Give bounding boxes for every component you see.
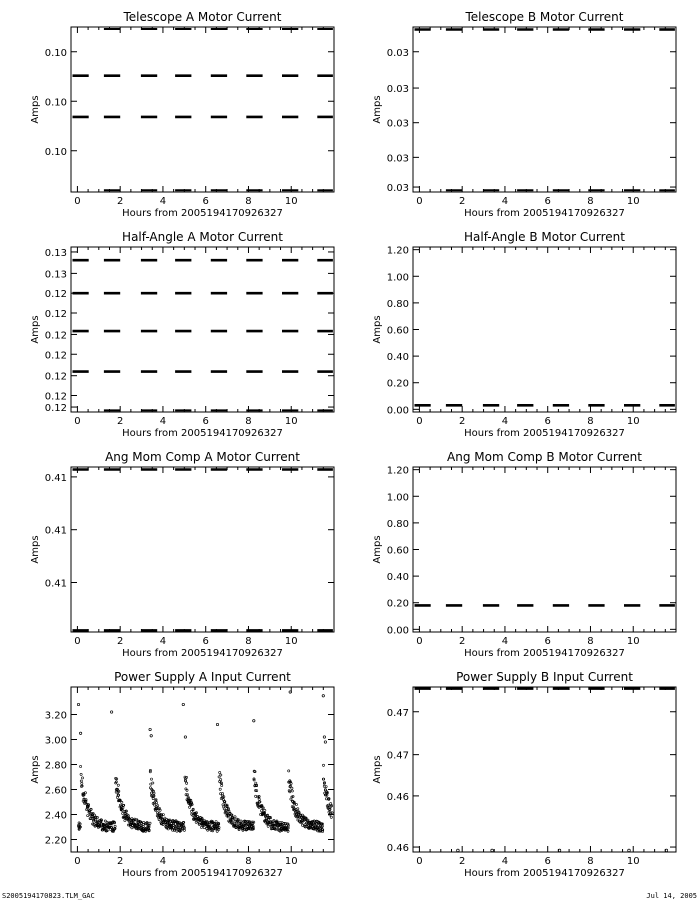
data-point	[219, 771, 221, 773]
y-tick-label: 0.20	[386, 378, 409, 390]
data-point	[96, 816, 98, 818]
data-point	[80, 780, 82, 782]
y-tick-label: 3.00	[44, 735, 67, 747]
y-tick-label: 1.20	[386, 465, 409, 477]
data-point	[189, 806, 191, 808]
x-tick-label: 8	[587, 416, 594, 427]
footer-filename: S2005194170823.TLM_GAC	[2, 892, 95, 900]
x-tick-label: 2	[458, 416, 466, 427]
x-tick-label: 8	[587, 856, 594, 867]
plot-frame	[71, 247, 334, 412]
data-point	[124, 819, 126, 821]
x-axis-label: Hours from 2005194170926327	[464, 428, 625, 439]
data-point	[234, 816, 236, 818]
y-tick-label: 3.20	[44, 710, 67, 722]
y-axis-label: Amps	[372, 315, 383, 344]
chart-title: Power Supply A Input Current	[114, 670, 291, 684]
data-point	[131, 827, 133, 829]
y-tick-label: 0.41	[44, 525, 67, 537]
x-tick-label: 0	[416, 196, 423, 207]
x-axis-label: Hours from 2005194170926327	[464, 208, 625, 219]
x-tick-label: 8	[587, 196, 594, 207]
data-point	[218, 776, 220, 778]
y-tick-label: 1.00	[386, 492, 409, 504]
x-tick-label: 10	[284, 196, 298, 207]
x-tick-label: 10	[284, 416, 298, 427]
x-axis-label: Hours from 2005194170926327	[464, 868, 625, 879]
x-axis-label: Hours from 2005194170926327	[122, 428, 283, 439]
x-tick-label: 4	[501, 856, 509, 867]
y-tick-label: 0.12	[44, 350, 67, 362]
x-tick-label: 4	[501, 416, 509, 427]
chart-panel-5	[30, 450, 334, 659]
y-tick-label: 1.20	[386, 245, 409, 257]
x-tick-label: 4	[159, 196, 167, 207]
data-point	[215, 821, 217, 823]
y-tick-label: 0.00	[386, 405, 409, 417]
outlier-point	[184, 736, 186, 738]
outlier-point	[79, 732, 81, 734]
data-point	[331, 812, 333, 814]
y-axis-label: Amps	[30, 535, 41, 564]
data-point	[203, 827, 205, 829]
data-point	[80, 765, 82, 767]
plot-frame	[71, 27, 334, 192]
x-tick-label: 8	[245, 856, 252, 867]
data-point	[149, 822, 151, 824]
x-tick-label: 2	[116, 196, 124, 207]
outlier-point	[216, 723, 218, 725]
data-point	[80, 773, 82, 775]
data-point	[491, 849, 494, 852]
x-tick-label: 0	[74, 196, 81, 207]
x-tick-label: 4	[501, 196, 509, 207]
data-point	[628, 849, 631, 852]
x-tick-label: 6	[202, 416, 209, 427]
y-axis-label: Amps	[372, 95, 383, 124]
data-point	[221, 784, 223, 786]
data-point	[267, 825, 269, 827]
data-point	[255, 782, 257, 784]
x-tick-label: 10	[284, 636, 298, 647]
data-point	[264, 809, 266, 811]
data-point	[330, 816, 332, 818]
x-tick-label: 6	[544, 856, 551, 867]
data-point	[457, 849, 460, 852]
x-tick-label: 4	[159, 416, 167, 427]
series-input-current	[77, 764, 333, 832]
data-point	[114, 825, 116, 827]
outlier-point	[322, 695, 324, 697]
y-tick-label: 0.10	[44, 47, 67, 59]
chart-panel-7	[30, 670, 334, 879]
data-point	[116, 796, 118, 798]
outlier-point	[324, 741, 326, 743]
x-tick-label: 4	[159, 636, 167, 647]
plot-frame	[71, 467, 334, 632]
plot-frame	[413, 27, 676, 192]
chart-panel-6	[372, 450, 676, 659]
chart-title: Half-Angle A Motor Current	[122, 230, 283, 244]
y-tick-label: 2.40	[44, 810, 67, 822]
x-axis-label: Hours from 2005194170926327	[122, 868, 283, 879]
y-tick-label: 0.12	[44, 309, 67, 320]
chart-title: Ang Mom Comp A Motor Current	[105, 450, 300, 464]
x-tick-label: 6	[544, 416, 551, 427]
y-tick-label: 0.03	[386, 47, 409, 59]
data-point	[301, 824, 303, 826]
y-tick-label: 0.00	[386, 625, 409, 637]
x-axis-label: Hours from 2005194170926327	[122, 648, 283, 659]
x-tick-label: 10	[626, 636, 640, 647]
data-point	[258, 798, 260, 800]
y-tick-label: 0.41	[44, 472, 67, 484]
y-tick-label: 0.03	[386, 84, 409, 96]
data-point	[291, 790, 293, 792]
plot-frame	[413, 247, 676, 412]
data-point	[81, 782, 83, 784]
data-point	[186, 794, 188, 796]
y-tick-label: 2.60	[44, 785, 67, 797]
x-tick-label: 4	[501, 636, 509, 647]
data-point	[220, 782, 222, 784]
x-tick-label: 2	[116, 856, 124, 867]
x-tick-label: 0	[416, 416, 423, 427]
x-tick-label: 0	[416, 636, 423, 647]
x-tick-label: 8	[245, 416, 252, 427]
outlier-point	[77, 703, 79, 705]
y-tick-label: 0.47	[386, 707, 409, 719]
x-axis-label: Hours from 2005194170926327	[122, 208, 283, 219]
series-low	[457, 849, 668, 852]
chart-panel-8	[372, 670, 676, 879]
data-point	[261, 810, 263, 812]
outlier-point	[149, 728, 151, 730]
x-tick-label: 2	[458, 856, 466, 867]
data-point	[200, 826, 202, 828]
x-axis-label: Hours from 2005194170926327	[464, 648, 625, 659]
y-tick-label: 0.12	[44, 403, 67, 415]
x-tick-label: 0	[416, 856, 423, 867]
data-point	[150, 792, 152, 794]
y-axis-label: Amps	[372, 755, 383, 784]
data-point	[322, 764, 324, 766]
chart-panel-3	[30, 230, 334, 439]
data-point	[152, 782, 154, 784]
data-point	[220, 779, 222, 781]
y-tick-label: 0.80	[386, 518, 409, 530]
data-point	[150, 778, 152, 780]
data-point	[291, 787, 293, 789]
y-tick-label: 2.20	[44, 835, 67, 847]
y-tick-label: 2.80	[44, 760, 67, 772]
data-point	[216, 830, 218, 832]
outlier-point	[253, 720, 255, 722]
outlier-point	[323, 736, 325, 738]
x-tick-label: 8	[245, 196, 252, 207]
data-point	[121, 801, 123, 803]
y-axis-label: Amps	[30, 95, 41, 124]
data-point	[255, 795, 257, 797]
chart-title: Telescope A Motor Current	[123, 10, 282, 24]
y-tick-label: 0.12	[44, 391, 67, 403]
data-point	[81, 777, 83, 779]
data-point	[220, 774, 222, 776]
y-axis-label: Amps	[30, 315, 41, 344]
y-axis-label: Amps	[372, 535, 383, 564]
x-tick-label: 2	[116, 416, 124, 427]
x-tick-label: 0	[74, 636, 81, 647]
y-tick-label: 0.40	[386, 572, 409, 584]
y-tick-label: 0.12	[44, 371, 67, 383]
plot-frame	[413, 467, 676, 632]
data-point	[87, 815, 89, 817]
y-tick-label: 0.10	[44, 97, 67, 109]
x-tick-label: 0	[74, 856, 81, 867]
chart-panel-2	[372, 10, 676, 219]
x-tick-label: 2	[458, 636, 466, 647]
y-tick-label: 0.60	[386, 545, 409, 557]
chart-panel-1	[30, 10, 334, 219]
data-point	[288, 770, 290, 772]
y-tick-label: 0.03	[386, 153, 409, 165]
chart-title: Telescope B Motor Current	[465, 10, 624, 24]
y-tick-label: 0.46	[386, 843, 409, 855]
y-tick-label: 0.46	[386, 791, 409, 803]
x-tick-label: 10	[626, 416, 640, 427]
y-tick-label: 1.00	[386, 272, 409, 284]
chart-title: Power Supply B Input Current	[456, 670, 633, 684]
y-tick-label: 0.47	[386, 750, 409, 762]
y-tick-label: 0.80	[386, 298, 409, 310]
x-tick-label: 10	[626, 856, 640, 867]
chart-title: Ang Mom Comp B Motor Current	[447, 450, 642, 464]
x-tick-label: 2	[458, 196, 466, 207]
chart-panel-4	[372, 230, 676, 439]
outlier-point	[182, 703, 184, 705]
y-tick-label: 0.20	[386, 598, 409, 610]
x-tick-label: 6	[544, 196, 551, 207]
y-tick-label: 0.03	[386, 118, 409, 130]
plot-frame	[413, 687, 676, 852]
y-tick-label: 0.12	[44, 330, 67, 342]
outlier-point	[110, 711, 112, 713]
outlier-point	[150, 735, 152, 737]
x-tick-label: 8	[245, 636, 252, 647]
y-tick-label: 0.60	[386, 325, 409, 337]
x-tick-label: 6	[202, 636, 209, 647]
y-tick-label: 0.12	[44, 289, 67, 301]
y-axis-label: Amps	[30, 755, 41, 784]
y-tick-label: 0.03	[386, 183, 409, 195]
x-tick-label: 6	[202, 196, 209, 207]
x-tick-label: 4	[159, 856, 167, 867]
x-tick-label: 6	[544, 636, 551, 647]
x-tick-label: 8	[587, 636, 594, 647]
x-tick-label: 10	[284, 856, 298, 867]
y-tick-label: 0.13	[44, 247, 67, 259]
footer-date: Jul 14, 2005	[646, 892, 697, 900]
x-tick-label: 6	[202, 856, 209, 867]
y-tick-label: 0.40	[386, 352, 409, 364]
data-point	[152, 798, 154, 800]
x-tick-label: 0	[74, 416, 81, 427]
y-tick-label: 0.10	[44, 146, 67, 158]
y-tick-label: 0.41	[44, 578, 67, 590]
data-point	[117, 784, 119, 786]
data-point	[219, 788, 221, 790]
y-tick-label: 0.13	[44, 269, 67, 281]
x-tick-label: 10	[626, 196, 640, 207]
chart-title: Half-Angle B Motor Current	[464, 230, 625, 244]
x-tick-label: 2	[116, 636, 124, 647]
data-point	[186, 782, 188, 784]
